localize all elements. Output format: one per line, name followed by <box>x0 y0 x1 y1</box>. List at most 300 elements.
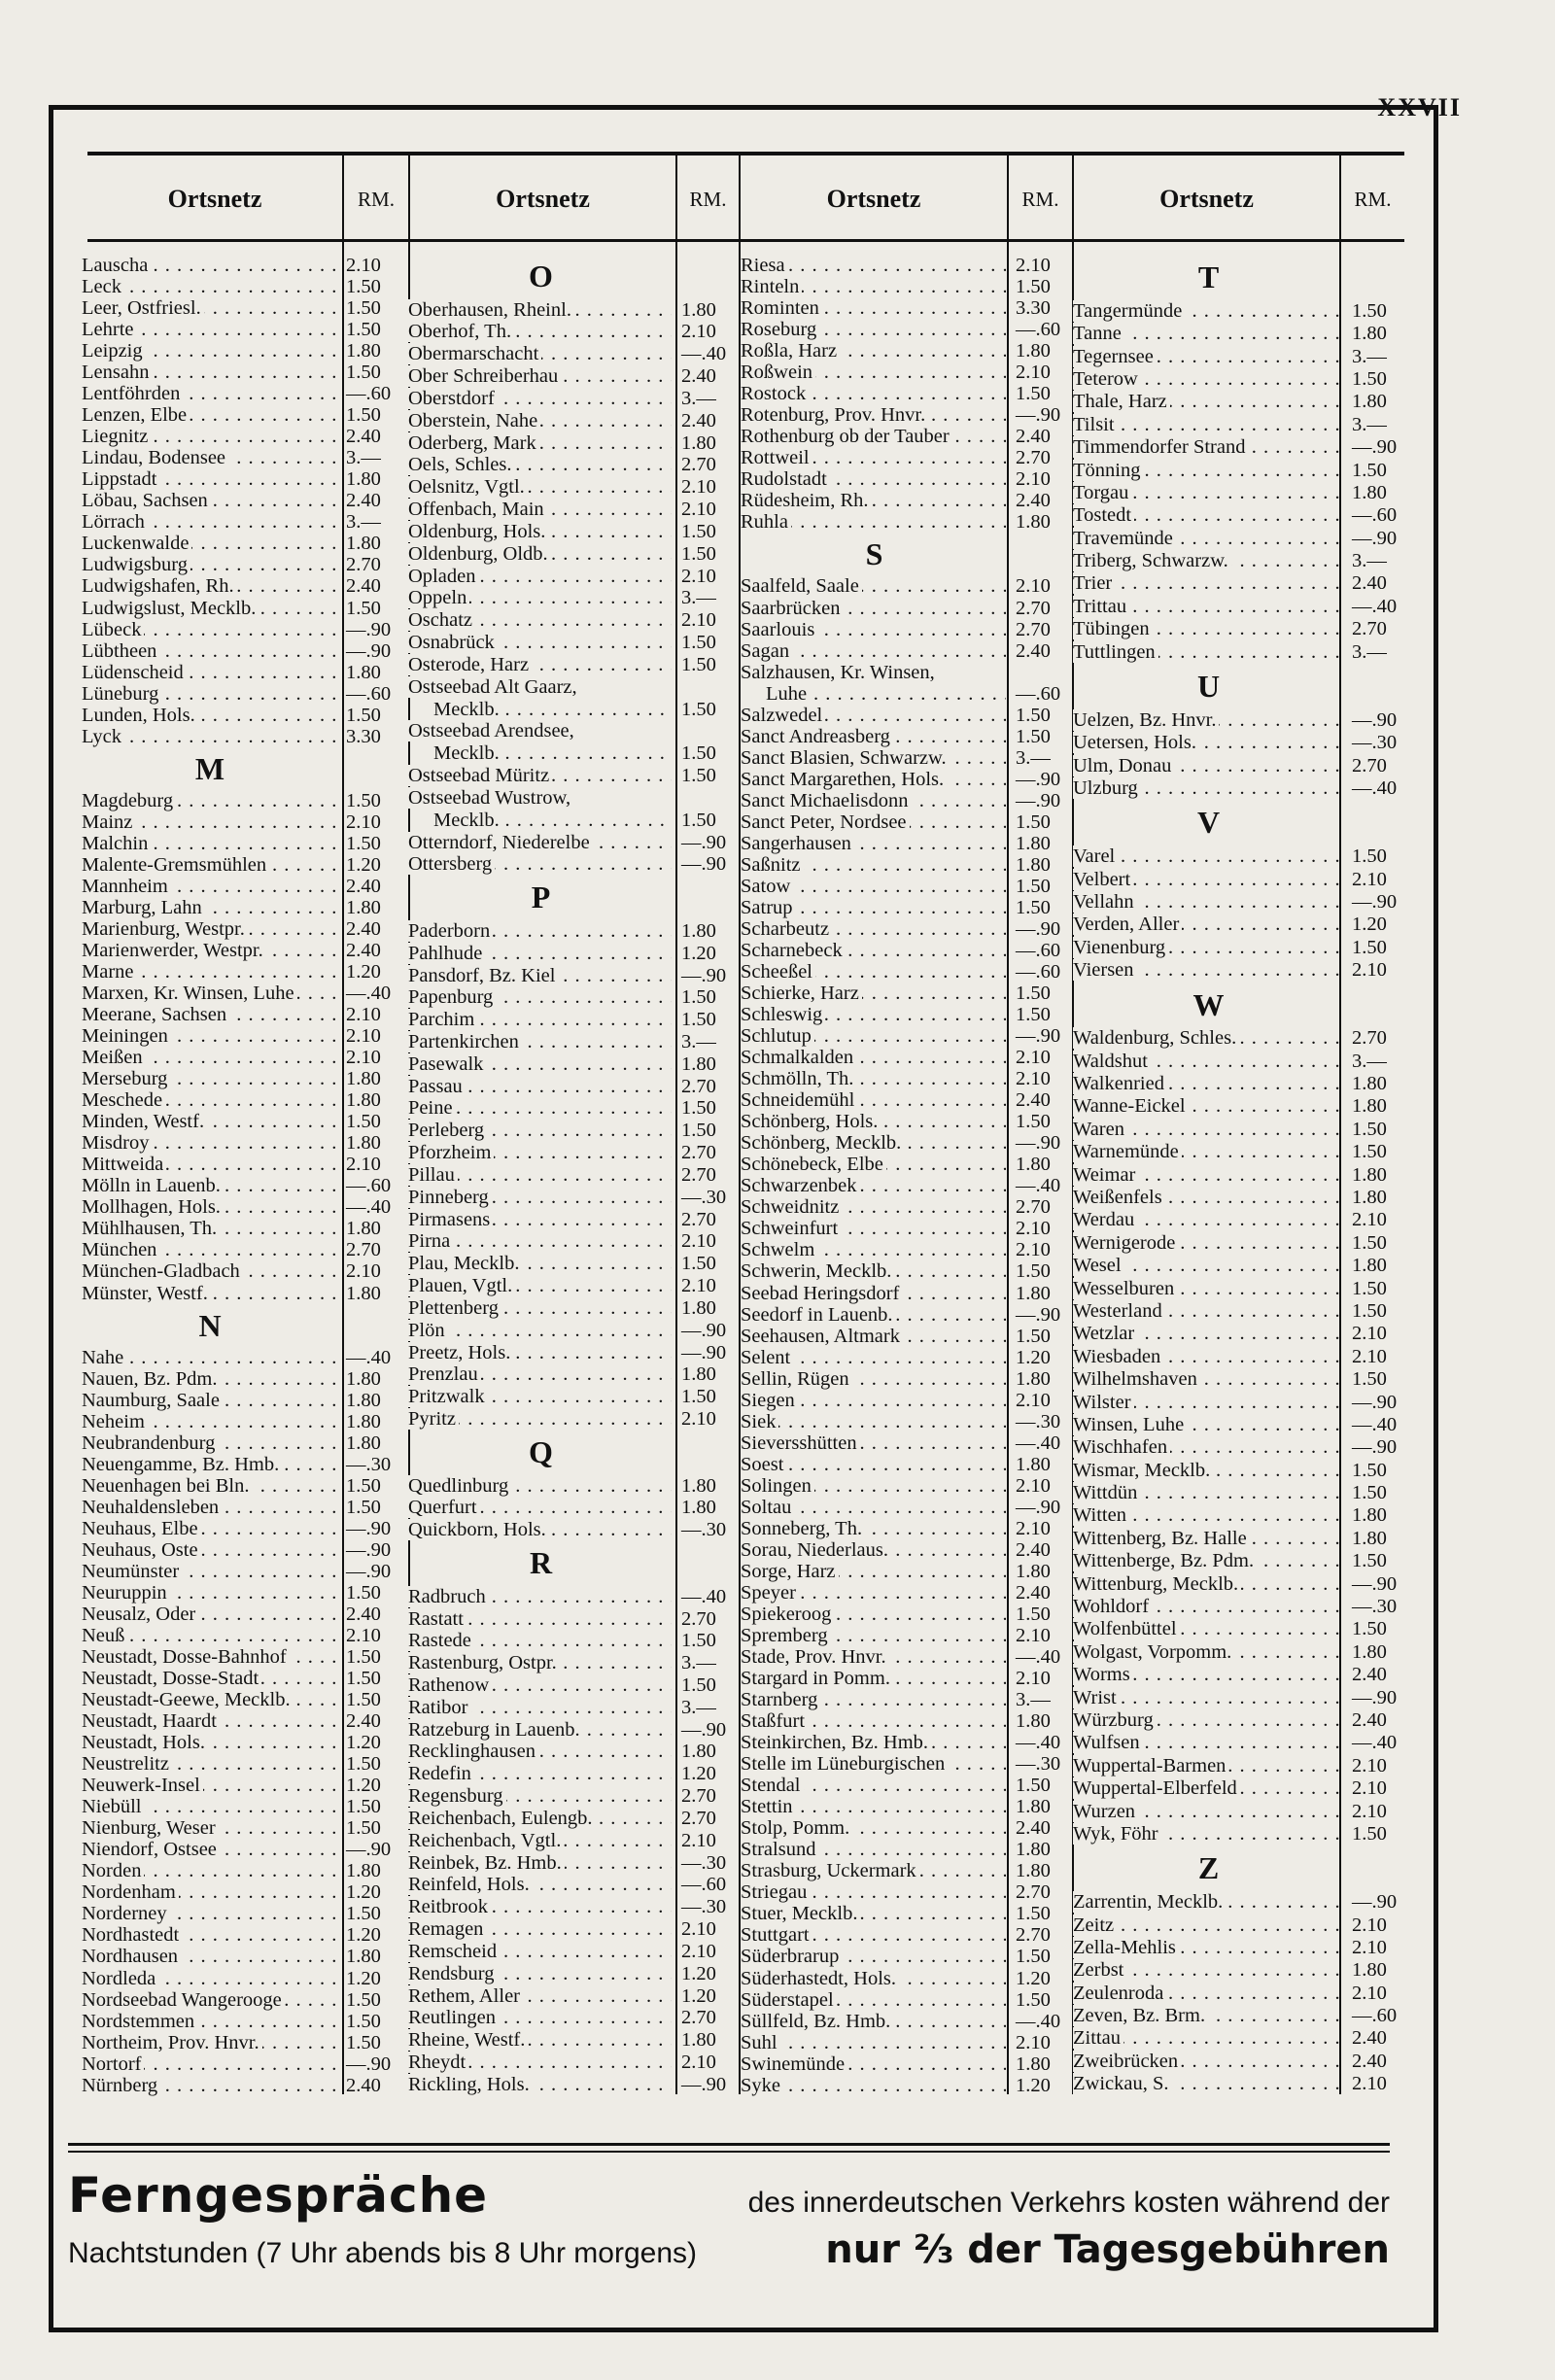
list-item <box>1073 436 1403 459</box>
rate-value: 1.80 <box>346 1389 381 1411</box>
rate-value: 1.20 <box>1352 914 1387 936</box>
list-item <box>741 1860 1067 1881</box>
list-item <box>741 769 1067 790</box>
place-name: Scharnebeck <box>741 940 846 961</box>
place-name: Münster, Westf. <box>82 1283 211 1304</box>
list-item <box>1073 572 1403 595</box>
place-name: Torgau <box>1073 482 1131 503</box>
place-name: Tanne <box>1073 323 1124 344</box>
place-name: Rüdesheim, Rh. <box>741 490 872 511</box>
rate-value: 1.80 <box>1016 832 1051 854</box>
rate-value: 1.50 <box>1016 1946 1051 1968</box>
rate-value: —.60 <box>1016 940 1061 961</box>
list-item <box>82 1218 402 1239</box>
list-item <box>408 699 734 721</box>
rate-value: 1.50 <box>1352 1618 1387 1640</box>
rate-value: —.60 <box>681 1874 727 1896</box>
place-name: Redefin <box>408 1763 474 1784</box>
rate-value: 1.80 <box>1352 1640 1387 1663</box>
rate-value: 2.40 <box>346 575 381 598</box>
place-name: Mühlhausen, Th. <box>82 1218 220 1239</box>
place-name: Oldenburg, Oldb. <box>408 543 551 565</box>
list-item <box>82 726 402 747</box>
place-name: Prenzlau <box>408 1363 481 1385</box>
list-item <box>741 1047 1067 1068</box>
rate-value: 2.70 <box>681 1075 716 1097</box>
place-name: Worms <box>1073 1664 1133 1685</box>
section-letter: T <box>1197 259 1220 294</box>
rate-value: 1.20 <box>346 961 381 983</box>
rate-value: 1.50 <box>346 1988 381 2011</box>
place-name: Parchim <box>408 1009 477 1030</box>
place-name: Wuppertal-Elberfeld <box>1073 1777 1240 1799</box>
place-name: Vellahn <box>1073 891 1137 913</box>
place-name: Malente-Gremsmühlen <box>82 854 269 876</box>
rate-value: 2.10 <box>1016 1389 1051 1411</box>
place-name: Lensahn <box>82 362 152 383</box>
place-name: Wanne-Eickel <box>1073 1095 1189 1117</box>
place-name: Zella-Mehlis <box>1073 1937 1179 1958</box>
list-item <box>408 1608 734 1631</box>
list-item <box>82 1561 402 1582</box>
rate-value: 2.40 <box>1016 426 1051 448</box>
place-name: Sagan <box>741 640 792 662</box>
rate-value: 2.40 <box>1016 639 1051 662</box>
list-item <box>1073 1937 1403 1959</box>
place-name: Regensburg <box>408 1785 506 1807</box>
list-item <box>408 432 734 455</box>
list-item <box>408 1342 734 1364</box>
place-name: Lörrach <box>82 511 148 533</box>
list-item <box>741 833 1067 854</box>
rate-value: 1.50 <box>1016 276 1051 298</box>
rate-value: 1.50 <box>1352 1482 1387 1504</box>
list-item <box>408 1741 734 1763</box>
list-item <box>408 986 734 1009</box>
place-name: Thale, Harz <box>1073 391 1170 412</box>
place-name: Trittau <box>1073 596 1129 617</box>
rate-value: 1.80 <box>346 1089 381 1112</box>
place-name: Ludwigslust, Mecklb. <box>82 598 259 619</box>
list-item <box>82 468 402 490</box>
list-item <box>82 1817 402 1839</box>
rate-value: —.40 <box>1016 1431 1061 1454</box>
list-item <box>408 454 734 476</box>
list-item <box>741 683 1067 705</box>
list-item <box>741 918 1067 940</box>
place-name: Neustadt, Haardt <box>82 1710 220 1732</box>
place-name: Luckenwalde <box>82 533 191 554</box>
place-name: Lauscha <box>82 255 151 276</box>
place-name: Ruhla <box>741 511 791 533</box>
place-name: Lüneburg <box>82 683 161 705</box>
rate-value: 2.70 <box>1016 1881 1051 1904</box>
list-item <box>408 654 734 676</box>
place-name: Neuengamme, Bz. Hmb. <box>82 1454 282 1475</box>
place-name: Neuwerk-Insel <box>82 1775 203 1796</box>
list-item <box>741 598 1067 619</box>
list-item <box>82 1068 402 1089</box>
header-bottom-rule <box>87 239 1404 242</box>
rate-value: —.90 <box>1016 1025 1061 1048</box>
list-item <box>82 1390 402 1411</box>
list-item <box>1073 1709 1403 1732</box>
rate-value: —.90 <box>346 1538 392 1561</box>
list-item <box>408 499 734 521</box>
place-name: Selent <box>741 1347 793 1368</box>
place-name: Zeitz <box>1073 1914 1117 1936</box>
rate-value: —.30 <box>1016 1753 1061 1776</box>
rate-value: —.90 <box>346 1560 392 1582</box>
place-name: Löbau, Sachsen <box>82 490 211 511</box>
list-item <box>408 521 734 543</box>
place-name: Schönebeck, Elbe <box>741 1154 886 1175</box>
rate-value: 3.30 <box>346 725 381 747</box>
place-name: Nienburg, Weser <box>82 1817 219 1839</box>
list-item <box>408 1142 734 1164</box>
rate-value: 1.80 <box>1016 1282 1051 1304</box>
list-item <box>741 1411 1067 1432</box>
list-item <box>741 1968 1067 1989</box>
rate-value: 1.20 <box>1016 2074 1051 2096</box>
rate-value: 1.50 <box>681 986 716 1009</box>
rate-value: 1.80 <box>346 1431 381 1454</box>
list-item <box>82 983 402 1004</box>
rate-value: 1.80 <box>1016 1860 1051 1882</box>
place-name: Zwickau, S. <box>1073 2073 1172 2094</box>
place-name: München-Gladbach <box>82 1260 243 1282</box>
place-name: Plettenberg <box>408 1297 501 1319</box>
rate-value: 2.70 <box>1352 618 1387 640</box>
rate-value: —.60 <box>1352 504 1398 527</box>
footer-rule-1 <box>68 2143 1390 2146</box>
header-top-rule <box>87 152 1404 155</box>
list-item <box>1073 2005 1403 2027</box>
place-name: Wesel <box>1073 1255 1124 1276</box>
rate-value: 1.50 <box>346 789 381 811</box>
place-name: Vienenburg <box>1073 937 1168 958</box>
rate-value: 1.50 <box>346 1474 381 1497</box>
place-name: Wurzen <box>1073 1801 1138 1822</box>
place-name: Saßnitz <box>741 854 804 876</box>
list-item <box>741 961 1067 983</box>
list-item <box>741 575 1067 597</box>
place-name: Wulfsen <box>1073 1732 1143 1753</box>
list-item <box>408 676 734 699</box>
rate-value: 3.— <box>1352 345 1387 367</box>
rate-value: 1.50 <box>681 1674 716 1696</box>
list-item <box>1073 1346 1403 1368</box>
place-name: Neuhaus, Oste <box>82 1539 201 1561</box>
rate-value: —.90 <box>1016 789 1061 811</box>
list-item <box>741 662 1067 683</box>
list-item <box>408 476 734 499</box>
place-name: Schmölln, Th. <box>741 1068 856 1089</box>
list-item <box>741 1475 1067 1497</box>
list-item <box>741 1710 1067 1732</box>
list-item <box>82 1497 402 1518</box>
rate-value: 1.80 <box>681 919 716 942</box>
header-rm-4: RM. <box>1354 187 1392 211</box>
place-name: Wischhafen <box>1073 1436 1170 1458</box>
list-item <box>1073 755 1403 777</box>
list-item <box>1073 1641 1403 1664</box>
place-name: Ulzburg <box>1073 777 1141 799</box>
place-name: Soest <box>741 1454 786 1475</box>
place-name: Paderborn <box>408 920 493 942</box>
column-2 <box>408 255 734 2096</box>
rate-value: 2.10 <box>346 255 381 276</box>
rate-value: —.90 <box>1016 768 1061 790</box>
rate-value: 2.10 <box>681 476 716 499</box>
list-item <box>741 619 1067 640</box>
place-name: Ostseebad Arendsee, <box>408 720 577 742</box>
place-name: Neumünster <box>82 1561 182 1582</box>
place-name: Rottweil <box>741 447 812 468</box>
rate-value: 2.40 <box>681 365 716 388</box>
list-item <box>408 1297 734 1320</box>
rate-value: 1.50 <box>1016 1775 1051 1797</box>
rate-value: —.60 <box>1016 961 1061 983</box>
rate-value: 1.50 <box>1016 383 1051 405</box>
rate-value: 1.50 <box>1016 1603 1051 1625</box>
place-name: Liegnitz <box>82 426 151 447</box>
place-name: Lunden, Hols. <box>82 705 198 726</box>
rate-value: 1.80 <box>1352 1095 1387 1118</box>
rate-value: —.90 <box>681 1341 727 1363</box>
list-item <box>741 276 1067 297</box>
list-item <box>408 1031 734 1053</box>
rate-value: 2.10 <box>1352 1800 1387 1822</box>
list-item <box>408 609 734 632</box>
rate-value: 1.80 <box>1352 323 1387 345</box>
list-item <box>1073 1504 1403 1527</box>
rate-value: 2.10 <box>1016 468 1051 491</box>
rate-value: 1.80 <box>681 1497 716 1519</box>
rate-value: 1.50 <box>1352 1299 1387 1322</box>
rate-value: 2.70 <box>346 1239 381 1261</box>
place-name: Meiningen <box>82 1025 171 1047</box>
list-item <box>82 511 402 533</box>
list-item <box>741 1260 1067 1282</box>
list-item <box>1073 1914 1403 1937</box>
rate-value: 1.20 <box>346 853 381 876</box>
list-item <box>82 1689 402 1710</box>
place-name: Ober Schreiberhau <box>408 365 561 387</box>
list-item <box>741 1903 1067 1924</box>
list-item <box>1073 1891 1403 1914</box>
place-name: Nortorf <box>82 2053 144 2075</box>
place-name: Ratzeburg in Lauenb. <box>408 1719 583 1741</box>
list-item <box>1073 1573 1403 1596</box>
list-item <box>1073 1164 1403 1187</box>
list-item <box>1073 1392 1403 1414</box>
rate-value: 2.10 <box>346 811 381 833</box>
rate-value: 1.50 <box>1352 845 1387 868</box>
list-item <box>1073 2073 1403 2095</box>
rate-value: 1.80 <box>681 1052 716 1075</box>
rate-value: 1.80 <box>346 1068 381 1090</box>
place-name: Plau, Mecklb. <box>408 1253 522 1274</box>
list-item <box>408 965 734 987</box>
list-item <box>408 632 734 654</box>
list-item <box>82 276 402 297</box>
place-name: Rheine, Westf. <box>408 2029 528 2051</box>
place-name: Tangermünde <box>1073 300 1185 322</box>
list-item <box>1073 1368 1403 1391</box>
column-3 <box>741 255 1067 2096</box>
rate-value: 1.50 <box>681 1253 716 1275</box>
place-name: Ostseebad Müritz <box>408 765 552 786</box>
list-item <box>1073 1209 1403 1231</box>
list-item <box>1073 618 1403 640</box>
list-item <box>82 705 402 726</box>
rate-value: —.30 <box>681 1851 727 1874</box>
list-item <box>1073 1687 1403 1709</box>
list-item <box>82 1004 402 1025</box>
place-name: Malchin <box>82 833 151 854</box>
rate-value: 2.40 <box>346 1603 381 1625</box>
rate-value: —.30 <box>681 1519 727 1541</box>
page-number: XXVII <box>1377 93 1462 121</box>
list-item <box>408 410 734 432</box>
place-name: Offenbach, Main <box>408 499 547 520</box>
place-name: Sorau, Niederlaus. <box>741 1539 891 1561</box>
rate-value: 3.— <box>681 1696 716 1718</box>
list-item <box>1073 460 1403 482</box>
list-item <box>741 1561 1067 1582</box>
place-name: Quedlinburg <box>408 1475 511 1497</box>
place-name: Misdroy <box>82 1132 152 1154</box>
place-name: Warnemünde <box>1073 1141 1182 1162</box>
place-name: Stade, Prov. Hnvr. <box>741 1646 889 1668</box>
place-name: Wiesbaden <box>1073 1346 1163 1367</box>
list-item <box>408 1519 734 1541</box>
rate-value: 1.50 <box>1016 1325 1051 1347</box>
rate-value: 3.— <box>1352 640 1387 663</box>
place-name: Zittau <box>1073 2027 1123 2049</box>
rate-value: 2.10 <box>1352 1323 1387 1345</box>
rate-value: 1.50 <box>346 297 381 320</box>
list-item <box>741 1132 1067 1154</box>
place-name: Zeven, Bz. Brm. <box>1073 2005 1208 2026</box>
rate-value: —.30 <box>681 1896 727 1918</box>
rate-value: 1.50 <box>1352 1822 1387 1845</box>
list-item <box>1073 869 1403 891</box>
rate-value: —.90 <box>681 1718 727 1741</box>
place-name: Schweidnitz <box>741 1196 842 1218</box>
place-name: Nordleda <box>82 1968 158 1989</box>
rate-value: —.30 <box>346 1453 392 1475</box>
rate-value: 2.10 <box>1352 1209 1387 1231</box>
list-item <box>1073 1755 1403 1777</box>
place-name: Ostseebad Wustrow, <box>408 787 573 809</box>
place-name: Wilster <box>1073 1392 1134 1413</box>
place-name: Süllfeld, Bz. Hmb. <box>741 2011 893 2032</box>
place-name: Waren <box>1073 1119 1127 1140</box>
rate-value: —.90 <box>1352 1686 1398 1708</box>
list-item <box>82 533 402 554</box>
place-name: Satrup <box>741 897 796 918</box>
rate-value: 1.50 <box>1016 983 1051 1005</box>
rate-value: 2.40 <box>1352 2050 1387 2072</box>
list-item <box>82 1239 402 1260</box>
place-name: Wernigerode <box>1073 1232 1178 1254</box>
rate-value: 1.50 <box>1352 459 1387 481</box>
place-name: Perleberg <box>408 1120 487 1141</box>
place-name: Ostseebad Alt Gaarz, <box>408 676 580 698</box>
place-name: Radbruch <box>408 1586 489 1607</box>
place-name: Neuruppin <box>82 1582 170 1604</box>
place-name: Wismar, Mecklb. <box>1073 1460 1213 1481</box>
rate-value: 2.10 <box>1352 868 1387 890</box>
list-item <box>408 2029 734 2052</box>
place-name: Wuppertal-Barmen <box>1073 1755 1228 1776</box>
rate-value: 2.40 <box>1352 1664 1387 1686</box>
list-item <box>82 383 402 404</box>
place-name: Witten <box>1073 1504 1129 1526</box>
list-item <box>1073 1618 1403 1640</box>
rate-value: 2.40 <box>346 2074 381 2096</box>
list-item <box>82 790 402 811</box>
list-item <box>82 2075 402 2096</box>
place-name: Remagen <box>408 1918 486 1940</box>
place-name: Saarbrücken <box>741 598 843 619</box>
list-item <box>741 297 1067 319</box>
place-name: Schwarzenbek <box>741 1175 860 1196</box>
rate-value: 1.50 <box>346 1646 381 1669</box>
rate-value: 1.50 <box>1016 1260 1051 1283</box>
place-name: Reitbrook <box>408 1896 491 1917</box>
rate-value: 1.50 <box>1352 1277 1387 1299</box>
rate-value: 1.50 <box>1352 299 1387 322</box>
place-name: Ottersberg <box>408 853 495 875</box>
rate-value: 2.70 <box>681 1142 716 1164</box>
rate-value: 2.70 <box>1352 754 1387 776</box>
list-item <box>1073 1095 1403 1118</box>
list-item <box>82 619 402 640</box>
section-letter: O <box>529 259 553 293</box>
rate-value: 2.10 <box>1016 1239 1051 1261</box>
place-name: Niebüll <box>82 1796 145 1817</box>
rate-value: 1.80 <box>346 1218 381 1240</box>
place-name: Stettin <box>741 1796 796 1817</box>
place-name: Pahlhude <box>408 943 485 964</box>
place-name: Salzwedel <box>741 705 825 726</box>
rate-value: 3.— <box>1016 1689 1051 1711</box>
place-name: Tönning <box>1073 460 1143 481</box>
place-name: Reutlingen <box>408 2007 499 2028</box>
rate-value: 1.20 <box>346 1924 381 1947</box>
list-item <box>82 1582 402 1604</box>
place-name: Mittweida <box>82 1154 166 1175</box>
list-item <box>1073 1436 1403 1459</box>
rate-value: 1.80 <box>681 1296 716 1319</box>
place-name: Recklinghausen <box>408 1741 538 1762</box>
place-name: Northeim, Prov. Hnvr. <box>82 2032 262 2053</box>
place-name: Reichenbach, Vgtl. <box>408 1830 564 1851</box>
list-item <box>82 2053 402 2075</box>
list-item <box>741 1283 1067 1304</box>
rate-value: —.40 <box>1352 595 1398 617</box>
list-item <box>741 1582 1067 1604</box>
list-item <box>741 1753 1067 1775</box>
place-name: Sanct Margarethen, Hols. <box>741 769 947 790</box>
place-name: Nauen, Bz. Pdm. <box>82 1368 221 1390</box>
place-name: Zeulenroda <box>1073 1983 1166 2004</box>
banner-text-2: Nachtstunden (7 Uhr abends bis 8 Uhr morgens) <box>68 2237 697 2269</box>
rate-value: —.40 <box>346 1346 392 1368</box>
